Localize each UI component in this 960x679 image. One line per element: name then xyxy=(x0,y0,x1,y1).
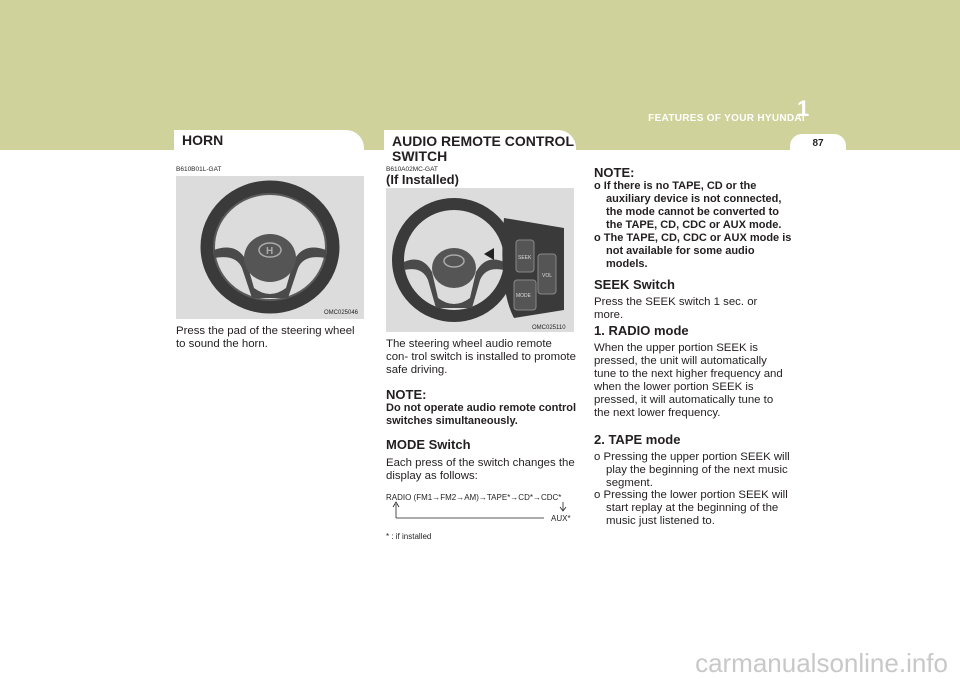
audio-note-body: Do not operate audio remote control switches simultaneously. xyxy=(386,402,577,427)
mode-footnote: * : if installed xyxy=(386,532,432,541)
steering-wheel-remote-icon xyxy=(386,188,574,332)
horn-image-code: OMC025046 xyxy=(324,310,359,316)
tape-mode-item: o Pressing the upper portion SEEK will play the beginning of the next music segment. xyxy=(594,451,790,489)
section-header-title: FEATURES OF YOUR HYUNDAI xyxy=(648,113,805,124)
svg-text:H: H xyxy=(266,246,274,257)
horn-steering-wheel-image xyxy=(176,176,364,319)
svg-text:VOL: VOL xyxy=(542,273,553,279)
audio-title-line1: AUDIO REMOTE CONTROL xyxy=(392,133,574,149)
tape-mode-item: o Pressing the lower portion SEEK will start replay at the beginning of the music just listened to. xyxy=(594,489,788,527)
right-note-item: o The TAPE, CD, CDC or AUX mode is not available for some audio models. xyxy=(594,232,792,270)
audio-body: The steering wheel audio remote con- trol switch is installed to promote safe driving. xyxy=(386,338,576,376)
right-note-title: NOTE: xyxy=(594,165,635,180)
mode-switch-body: Each press of the switch changes the display as follows: xyxy=(386,457,575,482)
audio-if-installed: (If Installed) xyxy=(386,172,459,187)
audio-note-title: NOTE: xyxy=(386,387,427,402)
mode-switch-title: MODE Switch xyxy=(386,437,471,452)
mode-flow: RADIO (FM1→FM2→AM)→TAPE*→CD*→CDC* xyxy=(386,493,562,502)
svg-text:SEEK: SEEK xyxy=(518,255,532,261)
audio-title-line2: SWITCH xyxy=(392,148,448,164)
radio-mode-body: When the upper portion SEEK is pressed, the unit will automatically tune to the next higher frequency and when the lower portion SEEK is pressed, it will automatically tune to the next lower frequency. xyxy=(594,342,783,419)
audio-image-code: OMC025110 xyxy=(532,325,566,331)
svg-text:MODE: MODE xyxy=(516,293,531,299)
audio-remote-image xyxy=(386,188,574,332)
steering-wheel-icon xyxy=(176,176,364,319)
mode-flow-aux: AUX* xyxy=(551,514,571,523)
right-note-item: o If there is no TAPE, CD or the auxiliary device is not connected, the mode cannot be converted to the TAPE, CD, CDC or AUX mode. xyxy=(594,180,782,231)
horn-title: HORN xyxy=(182,132,224,148)
horn-body: Press the pad of the steering wheel to sound the horn. xyxy=(176,325,355,350)
seek-switch-title: SEEK Switch xyxy=(594,277,675,292)
mode-flow-arrows xyxy=(386,500,576,524)
seek-switch-body: Press the SEEK switch 1 sec. or more. xyxy=(594,296,758,321)
horn-code: B610B01L-GAT xyxy=(176,166,222,173)
watermark-text: carmanualsonline.info xyxy=(695,648,948,678)
audio-code: B610A02MC-GAT xyxy=(386,166,438,173)
page-number: 87 xyxy=(812,138,824,149)
radio-mode-title: 1. RADIO mode xyxy=(594,323,689,338)
header-band xyxy=(0,0,960,150)
tape-mode-title: 2. TAPE mode xyxy=(594,432,681,447)
chapter-number: 1 xyxy=(797,96,810,121)
